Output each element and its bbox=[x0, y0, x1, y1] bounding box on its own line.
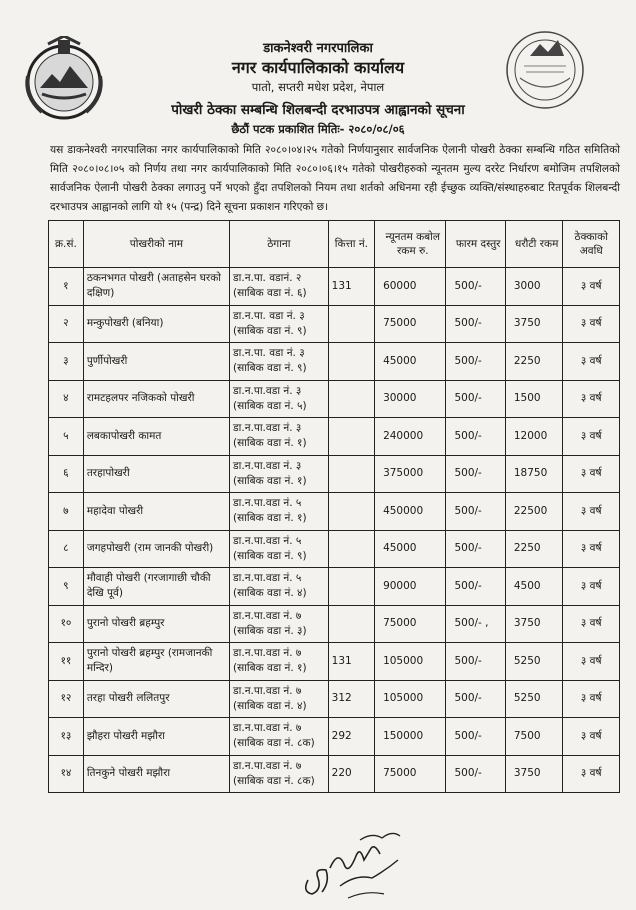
cell-sn: ११ bbox=[49, 643, 84, 681]
cell-sn: ९ bbox=[49, 568, 84, 606]
cell-pond-name: मन्कुपोखरी (बनिया) bbox=[83, 305, 229, 343]
cell-min-amount: 75000 bbox=[375, 605, 446, 643]
cell-deposit: 3750 bbox=[505, 755, 563, 793]
cell-kitta bbox=[328, 493, 374, 531]
table-row bbox=[49, 755, 620, 793]
cell-form-fee: 500/- bbox=[446, 418, 505, 456]
cell-kitta: 131 bbox=[328, 643, 374, 681]
cell-duration: ३ वर्ष bbox=[563, 493, 620, 531]
table-row bbox=[49, 380, 620, 418]
cell-address bbox=[230, 493, 329, 531]
cell-pond-name: ठकनभगत पोखरी (अताहसेन घरको दक्षिण) bbox=[83, 268, 229, 306]
cell-deposit: 22500 bbox=[505, 493, 563, 531]
cell-address bbox=[230, 718, 329, 756]
cell-deposit: 5250 bbox=[505, 680, 563, 718]
cell-pond-name: जगहपोखरी (राम जानकी पोखरी) bbox=[83, 530, 229, 568]
header-name: पोखरीको नाम bbox=[83, 221, 229, 268]
cell-kitta bbox=[328, 455, 374, 493]
cell-address bbox=[230, 305, 329, 343]
cell-sn: १० bbox=[49, 605, 84, 643]
cell-min-amount: 375000 bbox=[375, 455, 446, 493]
former-ward-line: (साबिक वडा नं. १) bbox=[233, 437, 307, 450]
address-line: डा.न.पा.वडा नं. ७ bbox=[233, 759, 302, 772]
cell-deposit: 3000 bbox=[505, 268, 563, 306]
cell-sn: ५ bbox=[49, 418, 84, 456]
former-ward-line: (साबिक वडा नं. ८क) bbox=[233, 737, 315, 750]
header-duration: ठेक्काको अवधि bbox=[563, 221, 620, 268]
address-line: डा.न.पा.वडा नं. ७ bbox=[233, 684, 302, 697]
cell-sn: १२ bbox=[49, 680, 84, 718]
table-row bbox=[49, 305, 620, 343]
former-ward-line: (साबिक वडा नं. ९) bbox=[233, 362, 307, 375]
cell-address bbox=[230, 530, 329, 568]
cell-sn: ३ bbox=[49, 343, 84, 381]
cell-min-amount: 30000 bbox=[375, 380, 446, 418]
former-ward-line: (साबिक वडा नं. ४) bbox=[233, 699, 307, 712]
former-ward-line: (साबिक वडा नं. १) bbox=[233, 512, 307, 525]
cell-duration: ३ वर्ष bbox=[563, 530, 620, 568]
former-ward-line: (साबिक वडा नं. १) bbox=[233, 662, 307, 675]
notice-title: पोखरी ठेक्का सम्बन्धि शिलबन्दी दरभाउपत्र आह्वानको सूचना bbox=[171, 102, 465, 118]
cell-address bbox=[230, 568, 329, 606]
cell-kitta: 131 bbox=[328, 268, 374, 306]
municipality-name: डाकनेश्वरी नगरपालिका bbox=[263, 41, 373, 56]
table-row bbox=[49, 718, 620, 756]
former-ward-line: (साबिक वडा नं. ८क) bbox=[233, 774, 315, 787]
header-kitta: कित्ता नं. bbox=[328, 221, 374, 268]
cell-min-amount: 90000 bbox=[375, 568, 446, 606]
cell-kitta: 220 bbox=[328, 755, 374, 793]
cell-kitta: 292 bbox=[328, 718, 374, 756]
cell-pond-name: झौहरा पोखरी मझौरा bbox=[83, 718, 229, 756]
cell-deposit: 18750 bbox=[505, 455, 563, 493]
cell-kitta bbox=[328, 343, 374, 381]
cell-sn: १ bbox=[49, 268, 84, 306]
cell-sn: ४ bbox=[49, 380, 84, 418]
cell-duration: ३ वर्ष bbox=[563, 680, 620, 718]
cell-pond-name: तरहापोखरी bbox=[83, 455, 229, 493]
cell-min-amount: 75000 bbox=[375, 305, 446, 343]
cell-sn: ७ bbox=[49, 493, 84, 531]
address-line: डा.न.पा.वडा नं. ७ bbox=[233, 722, 302, 735]
cell-duration: ३ वर्ष bbox=[563, 455, 620, 493]
address-line: डा.न.पा.वडा नं. ५ bbox=[233, 572, 302, 585]
cell-form-fee: 500/- bbox=[446, 380, 505, 418]
table-body bbox=[49, 268, 620, 793]
signature-mark bbox=[300, 820, 410, 905]
cell-form-fee: 500/- bbox=[446, 493, 505, 531]
address-line: डा.न.पा. वडानं. २ bbox=[233, 272, 302, 285]
cell-form-fee: 500/- bbox=[446, 643, 505, 681]
cell-pond-name: लबकापोखरी कामत bbox=[83, 418, 229, 456]
cell-duration: ३ वर्ष bbox=[563, 755, 620, 793]
cell-address bbox=[230, 418, 329, 456]
cell-form-fee: 500/- bbox=[446, 680, 505, 718]
cell-pond-name: मौवाही पोखरी (गरजागाछी चौकी देखि पूर्व) bbox=[83, 568, 229, 606]
former-ward-line: (साबिक वडा नं. ५) bbox=[233, 399, 307, 412]
header-form-fee: फारम दस्तुर bbox=[446, 221, 505, 268]
pond-table bbox=[48, 220, 620, 793]
cell-deposit: 2250 bbox=[505, 530, 563, 568]
former-ward-line: (साबिक वडा नं. १) bbox=[233, 474, 307, 487]
cell-form-fee: 500/- bbox=[446, 718, 505, 756]
address-line: डा.न.पा.वडा नं. ७ bbox=[233, 609, 302, 622]
former-ward-line: (साबिक वडा नं. ६) bbox=[233, 287, 307, 300]
cell-min-amount: 105000 bbox=[375, 643, 446, 681]
cell-kitta bbox=[328, 605, 374, 643]
header-deposit: धरौटी रकम bbox=[505, 221, 563, 268]
publication-date: छैठौं पटक प्रकाशित मितिः- २०८०/०८/०६ bbox=[231, 122, 405, 136]
cell-sn: २ bbox=[49, 305, 84, 343]
cell-form-fee: 500/- bbox=[446, 568, 505, 606]
cell-form-fee: 500/- bbox=[446, 343, 505, 381]
address-line: डा.न.पा. वडा नं. ३ bbox=[233, 347, 305, 360]
cell-deposit: 4500 bbox=[505, 568, 563, 606]
cell-address bbox=[230, 455, 329, 493]
cell-min-amount: 75000 bbox=[375, 755, 446, 793]
table-row bbox=[49, 605, 620, 643]
cell-form-fee: 500/- bbox=[446, 268, 505, 306]
address-line: डा.न.पा. वडा नं. ३ bbox=[233, 309, 305, 322]
cell-form-fee: 500/- bbox=[446, 305, 505, 343]
cell-deposit: 3750 bbox=[505, 605, 563, 643]
cell-min-amount: 450000 bbox=[375, 493, 446, 531]
cell-kitta: 312 bbox=[328, 680, 374, 718]
cell-pond-name: पुरानो पोखरी ब्रहम्पुर bbox=[83, 605, 229, 643]
cell-sn: १४ bbox=[49, 755, 84, 793]
cell-duration: ३ वर्ष bbox=[563, 568, 620, 606]
cell-min-amount: 240000 bbox=[375, 418, 446, 456]
address-line: डा.न.पा.वडा नं. ३ bbox=[233, 384, 302, 397]
table-row bbox=[49, 680, 620, 718]
cell-pond-name: महादेवा पोखरी bbox=[83, 493, 229, 531]
cell-address bbox=[230, 268, 329, 306]
cell-min-amount: 45000 bbox=[375, 530, 446, 568]
cell-deposit: 5250 bbox=[505, 643, 563, 681]
table-row bbox=[49, 568, 620, 606]
cell-duration: ३ वर्ष bbox=[563, 605, 620, 643]
table-row bbox=[49, 418, 620, 456]
cell-deposit: 12000 bbox=[505, 418, 563, 456]
cell-kitta bbox=[328, 418, 374, 456]
cell-deposit: 1500 bbox=[505, 380, 563, 418]
cell-duration: ३ वर्ष bbox=[563, 418, 620, 456]
former-ward-line: (साबिक वडा नं. ३) bbox=[233, 624, 307, 637]
cell-min-amount: 60000 bbox=[375, 268, 446, 306]
cell-form-fee: 500/- bbox=[446, 530, 505, 568]
cell-kitta bbox=[328, 305, 374, 343]
address-line: डा.न.पा.वडा नं. ७ bbox=[233, 647, 302, 660]
table-row bbox=[49, 493, 620, 531]
cell-pond-name: पुरानो पोखरी ब्रहम्पुर (रामजानकी मन्दिर) bbox=[83, 643, 229, 681]
cell-duration: ३ वर्ष bbox=[563, 343, 620, 381]
cell-duration: ३ वर्ष bbox=[563, 643, 620, 681]
table-header-row bbox=[49, 221, 620, 268]
cell-address bbox=[230, 380, 329, 418]
cell-address bbox=[230, 680, 329, 718]
former-ward-line: (साबिक वडा नं. ९) bbox=[233, 324, 307, 337]
cell-kitta bbox=[328, 380, 374, 418]
cell-duration: ३ वर्ष bbox=[563, 718, 620, 756]
cell-deposit: 2250 bbox=[505, 343, 563, 381]
cell-pond-name: पुर्णीपोखरी bbox=[83, 343, 229, 381]
cell-address bbox=[230, 755, 329, 793]
table-row bbox=[49, 455, 620, 493]
cell-duration: ३ वर्ष bbox=[563, 268, 620, 306]
table-row bbox=[49, 343, 620, 381]
cell-form-fee: 500/- , bbox=[446, 605, 505, 643]
cell-kitta bbox=[328, 530, 374, 568]
cell-kitta bbox=[328, 568, 374, 606]
cell-min-amount: 105000 bbox=[375, 680, 446, 718]
cell-address bbox=[230, 343, 329, 381]
cell-pond-name: तिनकुने पोखरी मझौरा bbox=[83, 755, 229, 793]
cell-duration: ३ वर्ष bbox=[563, 380, 620, 418]
cell-pond-name: तरहा पोखरी ललितपुर bbox=[83, 680, 229, 718]
cell-form-fee: 500/- bbox=[446, 755, 505, 793]
address-line: डा.न.पा.वडा नं. ५ bbox=[233, 497, 302, 510]
address-line: डा.न.पा.वडा नं. ३ bbox=[233, 459, 302, 472]
notice-body: यस डाकनेश्वरी नगरपालिका नगर कार्यपालिकाको मिति २०८०।०४।२५ गतेको निर्णयानुसार सार्वजनिक ऐलानी पोखरी ठेक्का सम्बन्धि गठित समितिको मिति २०८०।०८।०५ को निर्णय तथा नगर कार्यपालिकाको मिति २०८०।०६।१५ गतेको पोखरीहरुको न्यूनतम मुल्य दररेट निर्धारण बमोजिम तपशिलको सार्वजनिक ऐलानी पोखरी ठेक्का लगाउनु पर्ने भएको हुँदा तपशिलको नियम तथा शर्तको अधिनमा रही ईच्छुक व्यक्ति/संस्थाहरुबाट रितपूर्वक शिलबन्दी दरभाउपत्र आह्वानको लागि यो १५ (पन्द्र) दिने सूचना प्रकाशन गरिएको छ। bbox=[50, 144, 620, 213]
office-address: पातो, सप्तरी मधेश प्रदेश, नेपाल bbox=[251, 80, 385, 94]
table-row bbox=[49, 643, 620, 681]
former-ward-line: (साबिक वडा नं. ४) bbox=[233, 587, 307, 600]
cell-sn: ६ bbox=[49, 455, 84, 493]
office-name: नगर कार्यपालिकाको कार्यालय bbox=[231, 58, 405, 77]
address-line: डा.न.पा.वडा नं. ३ bbox=[233, 422, 302, 435]
former-ward-line: (साबिक वडा नं. ९) bbox=[233, 549, 307, 562]
cell-pond-name: रामटहलपर नजिकको पोखरी bbox=[83, 380, 229, 418]
cell-min-amount: 45000 bbox=[375, 343, 446, 381]
header-address: ठेगाना bbox=[230, 221, 329, 268]
cell-deposit: 7500 bbox=[505, 718, 563, 756]
table-row bbox=[49, 268, 620, 306]
cell-duration: ३ वर्ष bbox=[563, 305, 620, 343]
header-sn: क्र.सं. bbox=[49, 221, 84, 268]
cell-sn: ८ bbox=[49, 530, 84, 568]
header-min-amount: न्यूनतम कबोल रकम रु. bbox=[375, 221, 446, 268]
cell-form-fee: 500/- bbox=[446, 455, 505, 493]
cell-min-amount: 150000 bbox=[375, 718, 446, 756]
address-line: डा.न.पा.वडा नं. ५ bbox=[233, 534, 302, 547]
cell-address bbox=[230, 643, 329, 681]
cell-address bbox=[230, 605, 329, 643]
cell-sn: १३ bbox=[49, 718, 84, 756]
cell-deposit: 3750 bbox=[505, 305, 563, 343]
table-row bbox=[49, 530, 620, 568]
